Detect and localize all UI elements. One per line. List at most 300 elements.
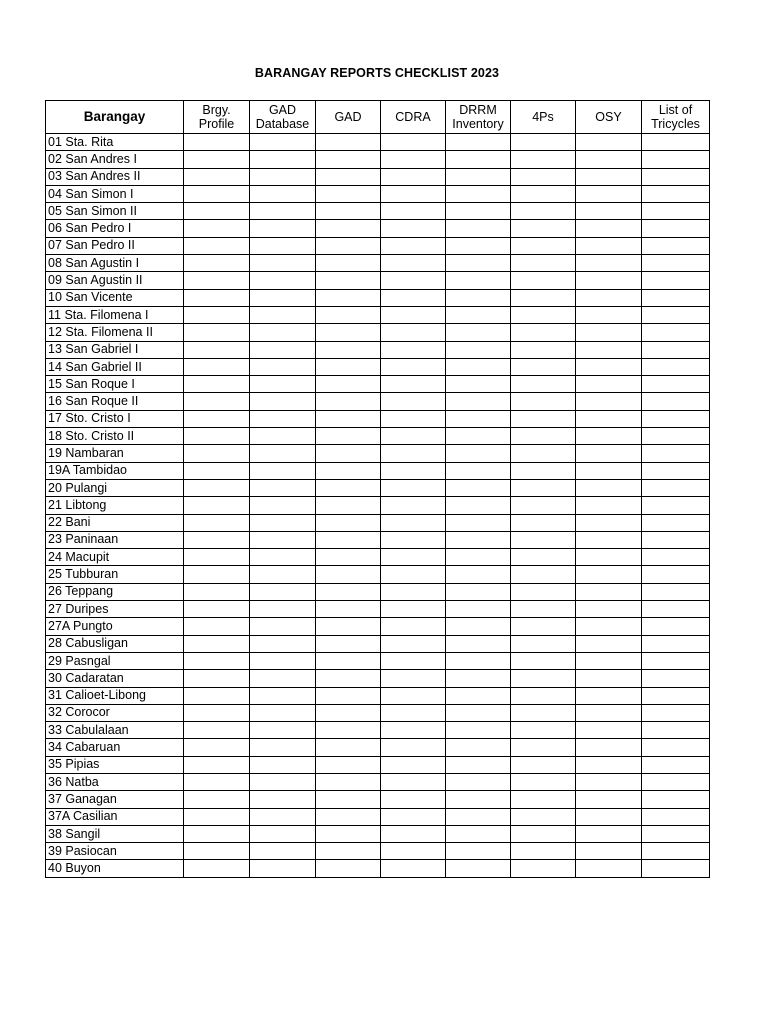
checklist-cell-drrm-inventory[interactable]: [446, 583, 511, 600]
checklist-cell-brgy-profile[interactable]: [184, 722, 250, 739]
checklist-cell-brgy-profile[interactable]: [184, 843, 250, 860]
checklist-cell-cdra[interactable]: [381, 220, 446, 237]
checklist-cell-cdra[interactable]: [381, 324, 446, 341]
checklist-cell-4ps[interactable]: [511, 185, 576, 202]
checklist-cell-gad[interactable]: [316, 791, 381, 808]
checklist-cell-4ps[interactable]: [511, 220, 576, 237]
checklist-cell-list-of-tricycles[interactable]: [642, 289, 710, 306]
checklist-cell-list-of-tricycles[interactable]: [642, 341, 710, 358]
checklist-cell-list-of-tricycles[interactable]: [642, 220, 710, 237]
checklist-cell-drrm-inventory[interactable]: [446, 843, 511, 860]
checklist-cell-osy[interactable]: [576, 203, 642, 220]
checklist-cell-drrm-inventory[interactable]: [446, 306, 511, 323]
checklist-cell-4ps[interactable]: [511, 134, 576, 151]
checklist-cell-list-of-tricycles[interactable]: [642, 428, 710, 445]
checklist-cell-cdra[interactable]: [381, 358, 446, 375]
checklist-cell-cdra[interactable]: [381, 393, 446, 410]
checklist-cell-gad-database[interactable]: [250, 358, 316, 375]
checklist-cell-list-of-tricycles[interactable]: [642, 324, 710, 341]
checklist-cell-list-of-tricycles[interactable]: [642, 843, 710, 860]
checklist-cell-gad-database[interactable]: [250, 497, 316, 514]
checklist-cell-brgy-profile[interactable]: [184, 376, 250, 393]
checklist-cell-cdra[interactable]: [381, 618, 446, 635]
checklist-cell-cdra[interactable]: [381, 168, 446, 185]
checklist-cell-gad-database[interactable]: [250, 739, 316, 756]
checklist-cell-list-of-tricycles[interactable]: [642, 808, 710, 825]
checklist-cell-4ps[interactable]: [511, 151, 576, 168]
checklist-cell-cdra[interactable]: [381, 428, 446, 445]
checklist-cell-gad[interactable]: [316, 168, 381, 185]
checklist-cell-gad[interactable]: [316, 497, 381, 514]
checklist-cell-osy[interactable]: [576, 410, 642, 427]
checklist-cell-cdra[interactable]: [381, 514, 446, 531]
checklist-cell-gad-database[interactable]: [250, 531, 316, 548]
checklist-cell-gad-database[interactable]: [250, 479, 316, 496]
checklist-cell-osy[interactable]: [576, 583, 642, 600]
checklist-cell-brgy-profile[interactable]: [184, 185, 250, 202]
checklist-cell-gad-database[interactable]: [250, 514, 316, 531]
checklist-cell-osy[interactable]: [576, 255, 642, 272]
checklist-cell-gad-database[interactable]: [250, 272, 316, 289]
checklist-cell-drrm-inventory[interactable]: [446, 722, 511, 739]
checklist-cell-list-of-tricycles[interactable]: [642, 185, 710, 202]
checklist-cell-brgy-profile[interactable]: [184, 739, 250, 756]
checklist-cell-cdra[interactable]: [381, 289, 446, 306]
checklist-cell-brgy-profile[interactable]: [184, 306, 250, 323]
checklist-cell-gad[interactable]: [316, 583, 381, 600]
checklist-cell-cdra[interactable]: [381, 531, 446, 548]
checklist-cell-gad-database[interactable]: [250, 825, 316, 842]
checklist-cell-osy[interactable]: [576, 168, 642, 185]
checklist-cell-drrm-inventory[interactable]: [446, 324, 511, 341]
checklist-cell-gad[interactable]: [316, 618, 381, 635]
checklist-cell-list-of-tricycles[interactable]: [642, 410, 710, 427]
checklist-cell-cdra[interactable]: [381, 549, 446, 566]
checklist-cell-osy[interactable]: [576, 566, 642, 583]
checklist-cell-brgy-profile[interactable]: [184, 566, 250, 583]
checklist-cell-gad[interactable]: [316, 687, 381, 704]
checklist-cell-gad-database[interactable]: [250, 393, 316, 410]
checklist-cell-drrm-inventory[interactable]: [446, 237, 511, 254]
checklist-cell-gad[interactable]: [316, 652, 381, 669]
checklist-cell-cdra[interactable]: [381, 791, 446, 808]
checklist-cell-cdra[interactable]: [381, 635, 446, 652]
checklist-cell-drrm-inventory[interactable]: [446, 341, 511, 358]
checklist-cell-cdra[interactable]: [381, 306, 446, 323]
checklist-cell-4ps[interactable]: [511, 704, 576, 721]
checklist-cell-osy[interactable]: [576, 272, 642, 289]
checklist-cell-osy[interactable]: [576, 376, 642, 393]
checklist-cell-cdra[interactable]: [381, 497, 446, 514]
checklist-cell-brgy-profile[interactable]: [184, 341, 250, 358]
checklist-cell-gad[interactable]: [316, 185, 381, 202]
checklist-cell-brgy-profile[interactable]: [184, 618, 250, 635]
checklist-cell-list-of-tricycles[interactable]: [642, 756, 710, 773]
checklist-cell-brgy-profile[interactable]: [184, 289, 250, 306]
checklist-cell-gad-database[interactable]: [250, 860, 316, 877]
checklist-cell-gad[interactable]: [316, 635, 381, 652]
checklist-cell-drrm-inventory[interactable]: [446, 255, 511, 272]
checklist-cell-osy[interactable]: [576, 670, 642, 687]
checklist-cell-osy[interactable]: [576, 220, 642, 237]
checklist-cell-drrm-inventory[interactable]: [446, 773, 511, 790]
checklist-cell-list-of-tricycles[interactable]: [642, 393, 710, 410]
checklist-cell-brgy-profile[interactable]: [184, 549, 250, 566]
checklist-cell-osy[interactable]: [576, 808, 642, 825]
checklist-cell-gad[interactable]: [316, 549, 381, 566]
checklist-cell-4ps[interactable]: [511, 652, 576, 669]
checklist-cell-list-of-tricycles[interactable]: [642, 583, 710, 600]
checklist-cell-list-of-tricycles[interactable]: [642, 168, 710, 185]
checklist-cell-4ps[interactable]: [511, 479, 576, 496]
checklist-cell-drrm-inventory[interactable]: [446, 497, 511, 514]
checklist-cell-4ps[interactable]: [511, 791, 576, 808]
checklist-cell-list-of-tricycles[interactable]: [642, 739, 710, 756]
checklist-cell-cdra[interactable]: [381, 583, 446, 600]
checklist-cell-osy[interactable]: [576, 825, 642, 842]
checklist-cell-gad[interactable]: [316, 445, 381, 462]
checklist-cell-gad-database[interactable]: [250, 549, 316, 566]
checklist-cell-osy[interactable]: [576, 704, 642, 721]
checklist-cell-osy[interactable]: [576, 514, 642, 531]
checklist-cell-osy[interactable]: [576, 687, 642, 704]
checklist-cell-drrm-inventory[interactable]: [446, 791, 511, 808]
checklist-cell-list-of-tricycles[interactable]: [642, 652, 710, 669]
checklist-cell-brgy-profile[interactable]: [184, 410, 250, 427]
checklist-cell-cdra[interactable]: [381, 566, 446, 583]
checklist-cell-4ps[interactable]: [511, 306, 576, 323]
checklist-cell-gad[interactable]: [316, 220, 381, 237]
checklist-cell-osy[interactable]: [576, 306, 642, 323]
checklist-cell-osy[interactable]: [576, 479, 642, 496]
checklist-cell-osy[interactable]: [576, 289, 642, 306]
checklist-cell-list-of-tricycles[interactable]: [642, 704, 710, 721]
checklist-cell-brgy-profile[interactable]: [184, 583, 250, 600]
checklist-cell-gad-database[interactable]: [250, 220, 316, 237]
checklist-cell-brgy-profile[interactable]: [184, 808, 250, 825]
checklist-cell-osy[interactable]: [576, 618, 642, 635]
checklist-cell-osy[interactable]: [576, 237, 642, 254]
checklist-cell-4ps[interactable]: [511, 376, 576, 393]
checklist-cell-4ps[interactable]: [511, 756, 576, 773]
checklist-cell-4ps[interactable]: [511, 255, 576, 272]
checklist-cell-gad-database[interactable]: [250, 652, 316, 669]
checklist-cell-drrm-inventory[interactable]: [446, 601, 511, 618]
checklist-cell-brgy-profile[interactable]: [184, 687, 250, 704]
checklist-cell-gad[interactable]: [316, 825, 381, 842]
checklist-cell-gad-database[interactable]: [250, 808, 316, 825]
checklist-cell-cdra[interactable]: [381, 808, 446, 825]
checklist-cell-osy[interactable]: [576, 860, 642, 877]
checklist-cell-gad[interactable]: [316, 410, 381, 427]
checklist-cell-drrm-inventory[interactable]: [446, 670, 511, 687]
checklist-cell-gad-database[interactable]: [250, 255, 316, 272]
checklist-cell-4ps[interactable]: [511, 272, 576, 289]
checklist-cell-drrm-inventory[interactable]: [446, 739, 511, 756]
checklist-cell-cdra[interactable]: [381, 341, 446, 358]
checklist-cell-gad-database[interactable]: [250, 185, 316, 202]
checklist-cell-gad-database[interactable]: [250, 134, 316, 151]
checklist-cell-list-of-tricycles[interactable]: [642, 566, 710, 583]
checklist-cell-cdra[interactable]: [381, 860, 446, 877]
checklist-cell-list-of-tricycles[interactable]: [642, 670, 710, 687]
checklist-cell-cdra[interactable]: [381, 410, 446, 427]
checklist-cell-osy[interactable]: [576, 791, 642, 808]
checklist-cell-gad[interactable]: [316, 203, 381, 220]
checklist-cell-list-of-tricycles[interactable]: [642, 497, 710, 514]
checklist-cell-list-of-tricycles[interactable]: [642, 306, 710, 323]
checklist-cell-cdra[interactable]: [381, 151, 446, 168]
checklist-cell-cdra[interactable]: [381, 722, 446, 739]
checklist-cell-gad[interactable]: [316, 739, 381, 756]
checklist-cell-drrm-inventory[interactable]: [446, 203, 511, 220]
checklist-cell-4ps[interactable]: [511, 860, 576, 877]
checklist-cell-cdra[interactable]: [381, 670, 446, 687]
checklist-cell-brgy-profile[interactable]: [184, 445, 250, 462]
checklist-cell-drrm-inventory[interactable]: [446, 445, 511, 462]
checklist-cell-gad[interactable]: [316, 358, 381, 375]
checklist-cell-list-of-tricycles[interactable]: [642, 773, 710, 790]
checklist-cell-gad-database[interactable]: [250, 687, 316, 704]
checklist-cell-gad[interactable]: [316, 151, 381, 168]
checklist-cell-osy[interactable]: [576, 185, 642, 202]
checklist-cell-drrm-inventory[interactable]: [446, 289, 511, 306]
checklist-cell-drrm-inventory[interactable]: [446, 860, 511, 877]
checklist-cell-gad[interactable]: [316, 566, 381, 583]
checklist-cell-gad[interactable]: [316, 531, 381, 548]
checklist-cell-list-of-tricycles[interactable]: [642, 237, 710, 254]
checklist-cell-4ps[interactable]: [511, 203, 576, 220]
checklist-cell-cdra[interactable]: [381, 652, 446, 669]
checklist-cell-list-of-tricycles[interactable]: [642, 860, 710, 877]
checklist-cell-list-of-tricycles[interactable]: [642, 445, 710, 462]
checklist-cell-drrm-inventory[interactable]: [446, 756, 511, 773]
checklist-cell-drrm-inventory[interactable]: [446, 687, 511, 704]
checklist-cell-gad-database[interactable]: [250, 843, 316, 860]
checklist-cell-4ps[interactable]: [511, 289, 576, 306]
checklist-cell-gad-database[interactable]: [250, 324, 316, 341]
checklist-cell-drrm-inventory[interactable]: [446, 410, 511, 427]
checklist-cell-gad-database[interactable]: [250, 670, 316, 687]
checklist-cell-brgy-profile[interactable]: [184, 203, 250, 220]
checklist-cell-drrm-inventory[interactable]: [446, 825, 511, 842]
checklist-cell-gad-database[interactable]: [250, 168, 316, 185]
checklist-cell-cdra[interactable]: [381, 843, 446, 860]
checklist-cell-drrm-inventory[interactable]: [446, 393, 511, 410]
checklist-cell-cdra[interactable]: [381, 203, 446, 220]
checklist-cell-gad-database[interactable]: [250, 791, 316, 808]
checklist-cell-brgy-profile[interactable]: [184, 358, 250, 375]
checklist-cell-4ps[interactable]: [511, 566, 576, 583]
checklist-cell-osy[interactable]: [576, 652, 642, 669]
checklist-cell-gad[interactable]: [316, 722, 381, 739]
checklist-cell-drrm-inventory[interactable]: [446, 358, 511, 375]
checklist-cell-drrm-inventory[interactable]: [446, 514, 511, 531]
checklist-cell-list-of-tricycles[interactable]: [642, 635, 710, 652]
checklist-cell-drrm-inventory[interactable]: [446, 618, 511, 635]
checklist-cell-gad[interactable]: [316, 670, 381, 687]
checklist-cell-brgy-profile[interactable]: [184, 514, 250, 531]
checklist-cell-drrm-inventory[interactable]: [446, 134, 511, 151]
checklist-cell-cdra[interactable]: [381, 272, 446, 289]
checklist-cell-gad-database[interactable]: [250, 341, 316, 358]
checklist-cell-drrm-inventory[interactable]: [446, 376, 511, 393]
checklist-cell-drrm-inventory[interactable]: [446, 808, 511, 825]
checklist-cell-gad[interactable]: [316, 341, 381, 358]
checklist-cell-gad-database[interactable]: [250, 601, 316, 618]
checklist-cell-gad[interactable]: [316, 255, 381, 272]
checklist-cell-drrm-inventory[interactable]: [446, 704, 511, 721]
checklist-cell-gad[interactable]: [316, 324, 381, 341]
checklist-cell-cdra[interactable]: [381, 185, 446, 202]
checklist-cell-cdra[interactable]: [381, 376, 446, 393]
checklist-cell-list-of-tricycles[interactable]: [642, 825, 710, 842]
checklist-cell-brgy-profile[interactable]: [184, 635, 250, 652]
checklist-cell-drrm-inventory[interactable]: [446, 428, 511, 445]
checklist-cell-drrm-inventory[interactable]: [446, 635, 511, 652]
checklist-cell-brgy-profile[interactable]: [184, 151, 250, 168]
checklist-cell-4ps[interactable]: [511, 739, 576, 756]
checklist-cell-gad[interactable]: [316, 756, 381, 773]
checklist-cell-cdra[interactable]: [381, 601, 446, 618]
checklist-cell-brgy-profile[interactable]: [184, 134, 250, 151]
checklist-cell-gad-database[interactable]: [250, 566, 316, 583]
checklist-cell-gad-database[interactable]: [250, 237, 316, 254]
checklist-cell-osy[interactable]: [576, 445, 642, 462]
checklist-cell-gad-database[interactable]: [250, 445, 316, 462]
checklist-cell-4ps[interactable]: [511, 237, 576, 254]
checklist-cell-gad[interactable]: [316, 704, 381, 721]
checklist-cell-list-of-tricycles[interactable]: [642, 687, 710, 704]
checklist-cell-4ps[interactable]: [511, 722, 576, 739]
checklist-cell-cdra[interactable]: [381, 237, 446, 254]
checklist-cell-gad[interactable]: [316, 843, 381, 860]
checklist-cell-brgy-profile[interactable]: [184, 825, 250, 842]
checklist-cell-gad[interactable]: [316, 860, 381, 877]
checklist-cell-gad[interactable]: [316, 393, 381, 410]
checklist-cell-4ps[interactable]: [511, 670, 576, 687]
checklist-cell-drrm-inventory[interactable]: [446, 531, 511, 548]
checklist-cell-4ps[interactable]: [511, 410, 576, 427]
checklist-cell-4ps[interactable]: [511, 168, 576, 185]
checklist-cell-osy[interactable]: [576, 773, 642, 790]
checklist-cell-gad[interactable]: [316, 237, 381, 254]
checklist-cell-gad-database[interactable]: [250, 773, 316, 790]
checklist-cell-gad-database[interactable]: [250, 151, 316, 168]
checklist-cell-osy[interactable]: [576, 341, 642, 358]
checklist-cell-gad[interactable]: [316, 479, 381, 496]
checklist-cell-drrm-inventory[interactable]: [446, 652, 511, 669]
checklist-cell-osy[interactable]: [576, 428, 642, 445]
checklist-cell-list-of-tricycles[interactable]: [642, 151, 710, 168]
checklist-cell-4ps[interactable]: [511, 445, 576, 462]
checklist-cell-4ps[interactable]: [511, 549, 576, 566]
checklist-cell-cdra[interactable]: [381, 479, 446, 496]
checklist-cell-list-of-tricycles[interactable]: [642, 791, 710, 808]
checklist-cell-list-of-tricycles[interactable]: [642, 358, 710, 375]
checklist-cell-gad-database[interactable]: [250, 428, 316, 445]
checklist-cell-drrm-inventory[interactable]: [446, 185, 511, 202]
checklist-cell-gad-database[interactable]: [250, 583, 316, 600]
checklist-cell-4ps[interactable]: [511, 428, 576, 445]
checklist-cell-gad[interactable]: [316, 306, 381, 323]
checklist-cell-list-of-tricycles[interactable]: [642, 134, 710, 151]
checklist-cell-gad[interactable]: [316, 272, 381, 289]
checklist-cell-osy[interactable]: [576, 601, 642, 618]
checklist-cell-4ps[interactable]: [511, 825, 576, 842]
checklist-cell-drrm-inventory[interactable]: [446, 566, 511, 583]
checklist-cell-osy[interactable]: [576, 393, 642, 410]
checklist-cell-4ps[interactable]: [511, 514, 576, 531]
checklist-cell-4ps[interactable]: [511, 843, 576, 860]
checklist-cell-osy[interactable]: [576, 497, 642, 514]
checklist-cell-osy[interactable]: [576, 722, 642, 739]
checklist-cell-gad-database[interactable]: [250, 306, 316, 323]
checklist-cell-cdra[interactable]: [381, 687, 446, 704]
checklist-cell-4ps[interactable]: [511, 393, 576, 410]
checklist-cell-brgy-profile[interactable]: [184, 860, 250, 877]
checklist-cell-drrm-inventory[interactable]: [446, 151, 511, 168]
checklist-cell-osy[interactable]: [576, 756, 642, 773]
checklist-cell-gad-database[interactable]: [250, 203, 316, 220]
checklist-cell-brgy-profile[interactable]: [184, 497, 250, 514]
checklist-cell-4ps[interactable]: [511, 618, 576, 635]
checklist-cell-list-of-tricycles[interactable]: [642, 531, 710, 548]
checklist-cell-4ps[interactable]: [511, 635, 576, 652]
checklist-cell-cdra[interactable]: [381, 134, 446, 151]
checklist-cell-list-of-tricycles[interactable]: [642, 549, 710, 566]
checklist-cell-4ps[interactable]: [511, 497, 576, 514]
checklist-cell-4ps[interactable]: [511, 462, 576, 479]
checklist-cell-4ps[interactable]: [511, 341, 576, 358]
checklist-cell-osy[interactable]: [576, 739, 642, 756]
checklist-cell-osy[interactable]: [576, 843, 642, 860]
checklist-cell-list-of-tricycles[interactable]: [642, 462, 710, 479]
checklist-cell-cdra[interactable]: [381, 445, 446, 462]
checklist-cell-list-of-tricycles[interactable]: [642, 203, 710, 220]
checklist-cell-4ps[interactable]: [511, 324, 576, 341]
checklist-cell-brgy-profile[interactable]: [184, 324, 250, 341]
checklist-cell-gad[interactable]: [316, 134, 381, 151]
checklist-cell-gad-database[interactable]: [250, 289, 316, 306]
checklist-cell-gad[interactable]: [316, 601, 381, 618]
checklist-cell-brgy-profile[interactable]: [184, 601, 250, 618]
checklist-cell-brgy-profile[interactable]: [184, 237, 250, 254]
checklist-cell-cdra[interactable]: [381, 756, 446, 773]
checklist-cell-brgy-profile[interactable]: [184, 393, 250, 410]
checklist-cell-brgy-profile[interactable]: [184, 255, 250, 272]
checklist-cell-cdra[interactable]: [381, 255, 446, 272]
checklist-cell-gad-database[interactable]: [250, 410, 316, 427]
checklist-cell-gad[interactable]: [316, 808, 381, 825]
checklist-cell-gad-database[interactable]: [250, 462, 316, 479]
checklist-cell-4ps[interactable]: [511, 531, 576, 548]
checklist-cell-osy[interactable]: [576, 531, 642, 548]
checklist-cell-list-of-tricycles[interactable]: [642, 722, 710, 739]
checklist-cell-osy[interactable]: [576, 324, 642, 341]
checklist-cell-brgy-profile[interactable]: [184, 462, 250, 479]
checklist-cell-cdra[interactable]: [381, 825, 446, 842]
checklist-cell-4ps[interactable]: [511, 773, 576, 790]
checklist-cell-gad[interactable]: [316, 514, 381, 531]
checklist-cell-osy[interactable]: [576, 462, 642, 479]
checklist-cell-cdra[interactable]: [381, 739, 446, 756]
checklist-cell-gad[interactable]: [316, 289, 381, 306]
checklist-cell-gad-database[interactable]: [250, 635, 316, 652]
checklist-cell-list-of-tricycles[interactable]: [642, 479, 710, 496]
checklist-cell-drrm-inventory[interactable]: [446, 462, 511, 479]
checklist-cell-gad[interactable]: [316, 428, 381, 445]
